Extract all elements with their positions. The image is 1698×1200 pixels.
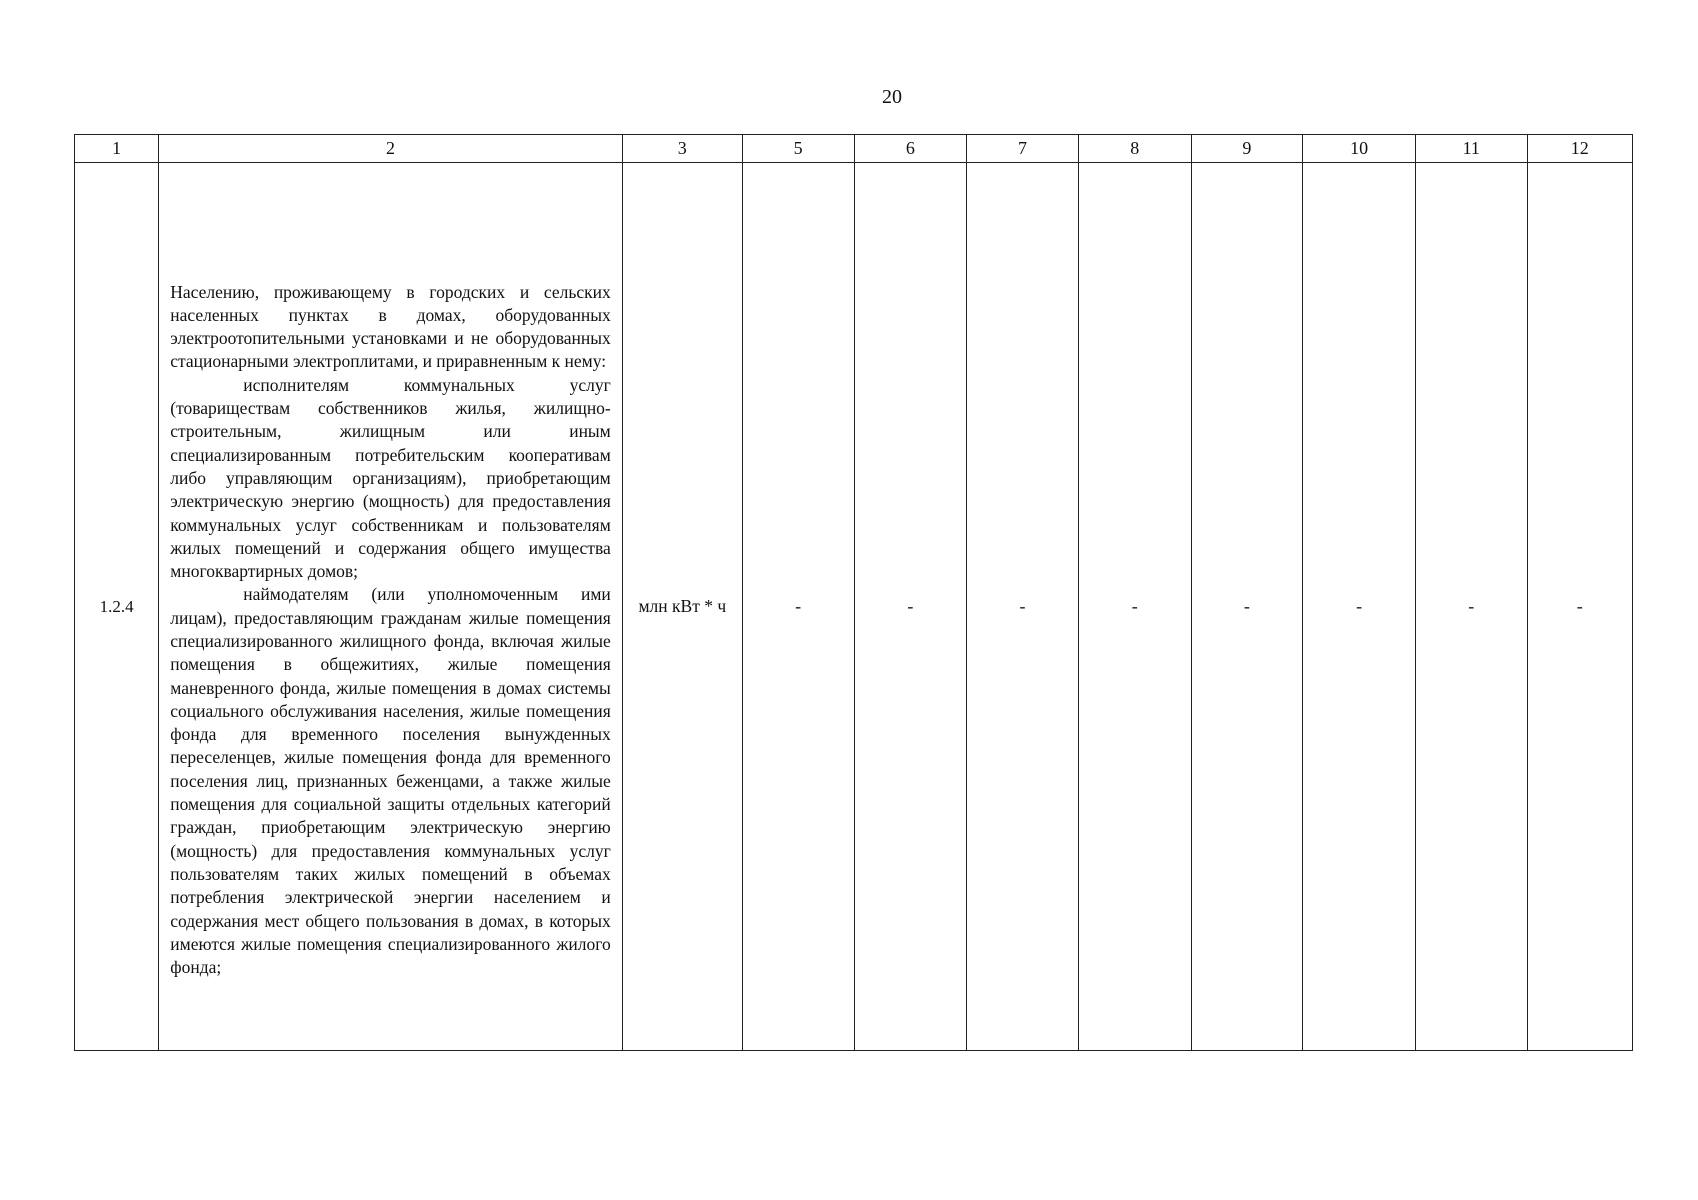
page-number: 20 [882,86,902,108]
column-header-11: 11 [1415,135,1527,163]
column-header-6: 6 [854,135,967,163]
column-header-1: 1 [75,135,159,163]
column-header-9: 9 [1191,135,1303,163]
table-row [75,163,1633,1051]
value-cell: - [967,163,1079,1051]
data-table [74,134,1633,1051]
column-header-12: 12 [1527,135,1632,163]
column-header-5: 5 [742,135,854,163]
description-paragraph: исполнителям коммунальных услуг (товариществам собственников жилья, жилищно-строительным, жилищным или иным специализированным потребительским кооперативам либо управляющим организациям), приобретающим электрическую энергию (мощность) для предоставления коммунальных услуг собственникам и пользователям жилых помещений и содержания общего имущества многоквартирных домов; [170,374,611,582]
value-cell: - [1078,163,1191,1051]
row-unit: млн кВт * ч [622,163,742,1051]
description-paragraph: наймодателям (или уполномоченным ими лицам), предоставляющим гражданам жилые помещения специализированного жилищного фонда, включая жилые помещения в общежитиях, жилые помещения маневренного фонда, жилые помещения в домах системы социального обслуживания населения, жилые помещения фонда для временного поселения вынужденных переселенцев, жилые помещения фонда для временного поселения лиц, признанных беженцами, а также жилые помещения для социальной защиты отдельных категорий граждан, приобретающим электрическую энергию (мощность) для предоставления коммунальных услуг пользователям таких жилых помещений в объемах потребления электрической энергии населением и содержания мест общего пользования в домах, в которых имеются жилые помещения специализированного жилого фонда; [170,584,611,978]
column-header-7: 7 [967,135,1079,163]
column-header-8: 8 [1078,135,1191,163]
row-description [159,163,623,1051]
column-header-3: 3 [622,135,742,163]
value-cell: - [1303,163,1416,1051]
row-code: 1.2.4 [75,163,159,1051]
value-cell: - [1415,163,1527,1051]
value-cell: - [1527,163,1632,1051]
value-cell: - [854,163,967,1051]
column-header-2: 2 [159,135,623,163]
description-paragraph: Населению, проживающему в городских и сельских населенных пунктах в домах, оборудованных электроотопительными установками и не оборудованных стационарными электроплитами, и приравненным к нему: [170,281,611,372]
value-cell: - [1191,163,1303,1051]
column-header-10: 10 [1303,135,1416,163]
value-cell: - [742,163,854,1051]
header-row [75,135,1633,163]
